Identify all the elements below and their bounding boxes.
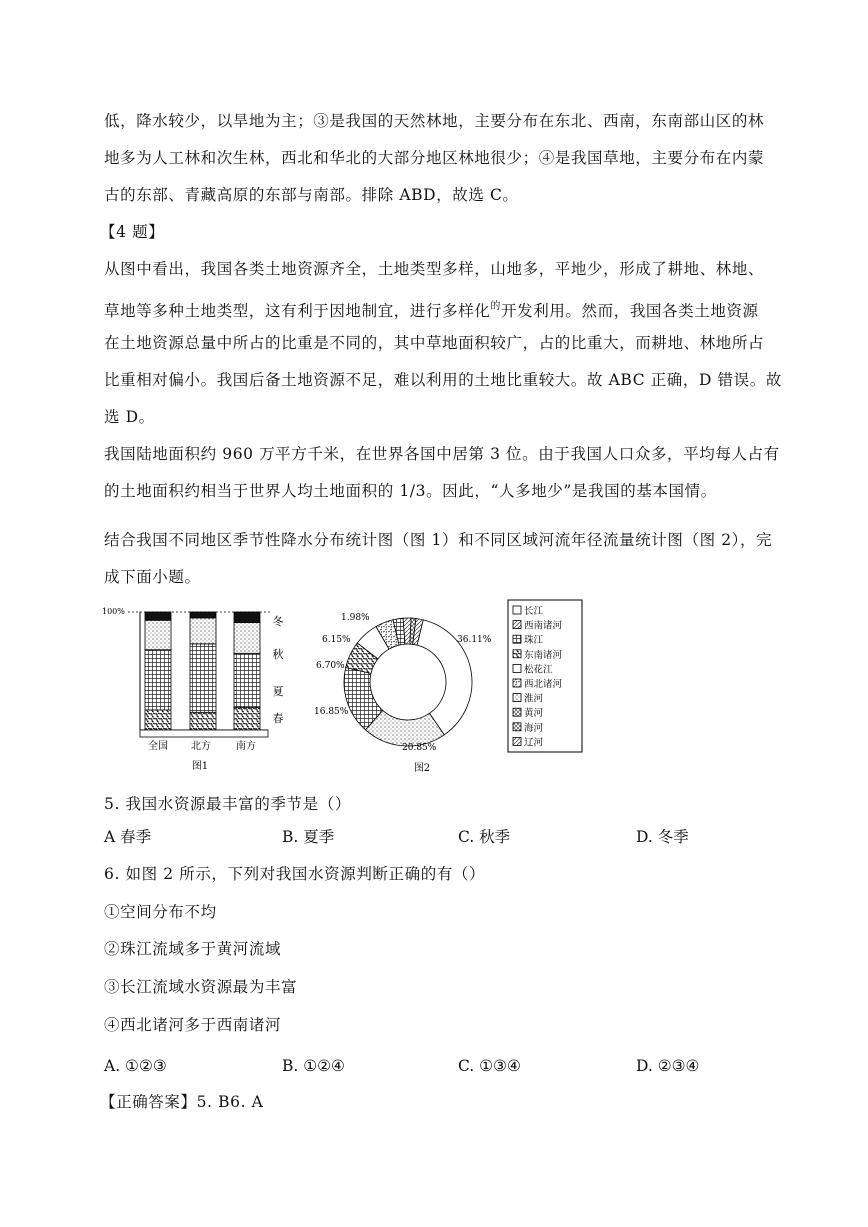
legend-label: 海河	[524, 722, 544, 734]
legend-swatch	[513, 606, 521, 614]
legend-swatch	[513, 694, 521, 702]
legend-label: 珠江	[524, 635, 544, 647]
bar-segment-夏	[234, 653, 260, 707]
legend-label: 松花江	[524, 664, 553, 676]
question-5: 5. 我国水资源最丰富的季节是（）	[104, 795, 351, 813]
statement-item: ②珠江流域多于黄河流域	[104, 940, 282, 958]
option-b[interactable]: B. 夏季	[282, 828, 335, 846]
option-a[interactable]: A 春季	[104, 828, 152, 846]
statement-item: ③长江流域水资源最为丰富	[104, 978, 298, 996]
paragraph-line: 成下面小题。	[104, 568, 201, 586]
superscript-text: 的	[490, 301, 502, 312]
season-label: 夏	[272, 685, 284, 698]
legend-label: 东南诸河	[524, 649, 563, 661]
slice-label: 1.98%	[341, 613, 370, 623]
legend-label: 西北诸河	[524, 679, 563, 690]
paragraph-line: 结合我国不同地区季节性降水分布统计图（图 1）和不同区域河流年径流量统计图（图 2），完	[104, 531, 773, 549]
statement-item: ①空间分布不均	[104, 903, 217, 921]
figure2-caption: 图2	[413, 763, 431, 774]
option-d[interactable]: D. ②③④	[636, 1057, 700, 1075]
figure1-caption: 图1	[191, 761, 209, 772]
slice-label: 16.85%	[314, 707, 349, 717]
paragraph-line: 在土地资源总量中所占的比重是不同的，其中草地面积较广，占的比重大，而耕地、林地所占	[104, 334, 765, 352]
question-6: 6. 如图 2 所示，下列对我国水资源判断正确的有（）	[104, 865, 486, 883]
legend-swatch	[513, 708, 521, 716]
paragraph-line: 古的东部、青藏高原的东部与南部。排除 ABD，故选 C。	[104, 186, 519, 204]
legend-label: 黄河	[524, 708, 544, 720]
paragraph-line: 从图中看出，我国各类土地资源齐全，土地类型多样，山地多，平地少，形成了耕地、林地、	[104, 260, 765, 278]
paragraph-line: 我国陆地面积约 960 万平方千米，在世界各国中居第 3 位。由于我国人口众多，平均每人占有	[104, 445, 780, 463]
legend-swatch	[513, 635, 521, 643]
slice-label: 6.70%	[316, 661, 345, 671]
legend-swatch	[513, 679, 521, 687]
legend-label: 辽河	[524, 737, 544, 749]
legend-label: 长江	[524, 606, 544, 617]
legend-swatch	[513, 621, 521, 629]
slice-label: 36.11%	[457, 635, 492, 645]
bar-segment-秋	[234, 623, 260, 654]
paragraph-line: 低，降水较少，以旱地为主；③是我国的天然林地，主要分布在东北、西南，东南部山区的林	[104, 112, 765, 130]
season-label: 春	[272, 712, 284, 725]
bar-segment-夏	[145, 650, 171, 710]
option-a[interactable]: A. ①②③	[104, 1057, 167, 1075]
legend-swatch	[513, 737, 521, 745]
season-label: 秋	[272, 648, 284, 661]
legend-swatch	[513, 650, 521, 658]
figure2-donut-chart	[314, 600, 582, 774]
bar-segment-夏	[190, 644, 216, 712]
paragraph-line: 地多为人工林和次生林，西北和华北的大部分地区林地很少；④是我国草地，主要分布在内蒙	[104, 149, 765, 167]
bar-segment-春	[145, 710, 171, 730]
answer-line: 【正确答案】5. B6. A	[100, 1093, 264, 1111]
category-label: 北方	[191, 741, 211, 752]
slice-label: 6.15%	[322, 635, 351, 645]
paragraph-line: 选 D。	[104, 408, 155, 426]
category-label: 南方	[236, 741, 256, 752]
text-span: 开发利用。然而，我国各类土地资源	[501, 302, 759, 320]
legend-swatch	[513, 723, 521, 731]
bar-segment-冬	[145, 612, 171, 620]
option-c[interactable]: C. ①③④	[458, 1057, 521, 1075]
top-percent-label: 100%	[102, 607, 125, 616]
option-b[interactable]: B. ①②④	[282, 1057, 345, 1075]
section-heading: 【4 题】	[100, 223, 165, 241]
paragraph-line: 比重相对偏小。我国后备土地资源不足，难以利用的土地比重较大。故 ABC 正确，D 错误。故	[104, 371, 782, 389]
legend-label: 西南诸河	[524, 620, 563, 632]
bar-segment-冬	[234, 612, 260, 623]
paragraph-line	[104, 288, 764, 330]
paragraph-line: 的土地面积约相当于世界人均土地面积的 1/3。因此，“人多地少”是我国的基本国情。	[104, 482, 717, 500]
slice-label: 20.85%	[402, 743, 437, 753]
figure1-bar-chart	[102, 607, 284, 772]
bar-segment-秋	[190, 618, 216, 644]
option-c[interactable]: C. 秋季	[458, 828, 511, 846]
option-d[interactable]: D. 冬季	[636, 828, 689, 846]
bar-segment-冬	[190, 612, 216, 618]
text-span: 草地等多种土地类型，这有利于因地制宜，进行多样化	[104, 302, 491, 320]
category-label: 全国	[148, 741, 168, 752]
bar-segment-秋	[145, 620, 171, 650]
axis-base	[140, 730, 268, 737]
season-label: 冬	[272, 615, 284, 628]
bar-segment-春	[234, 708, 260, 730]
figure-charts	[100, 598, 600, 778]
bar-segment-春	[190, 712, 216, 730]
legend-swatch	[513, 664, 521, 672]
legend-label: 淮河	[524, 693, 544, 705]
statement-item: ④西北诸河多于西南诸河	[104, 1016, 282, 1034]
